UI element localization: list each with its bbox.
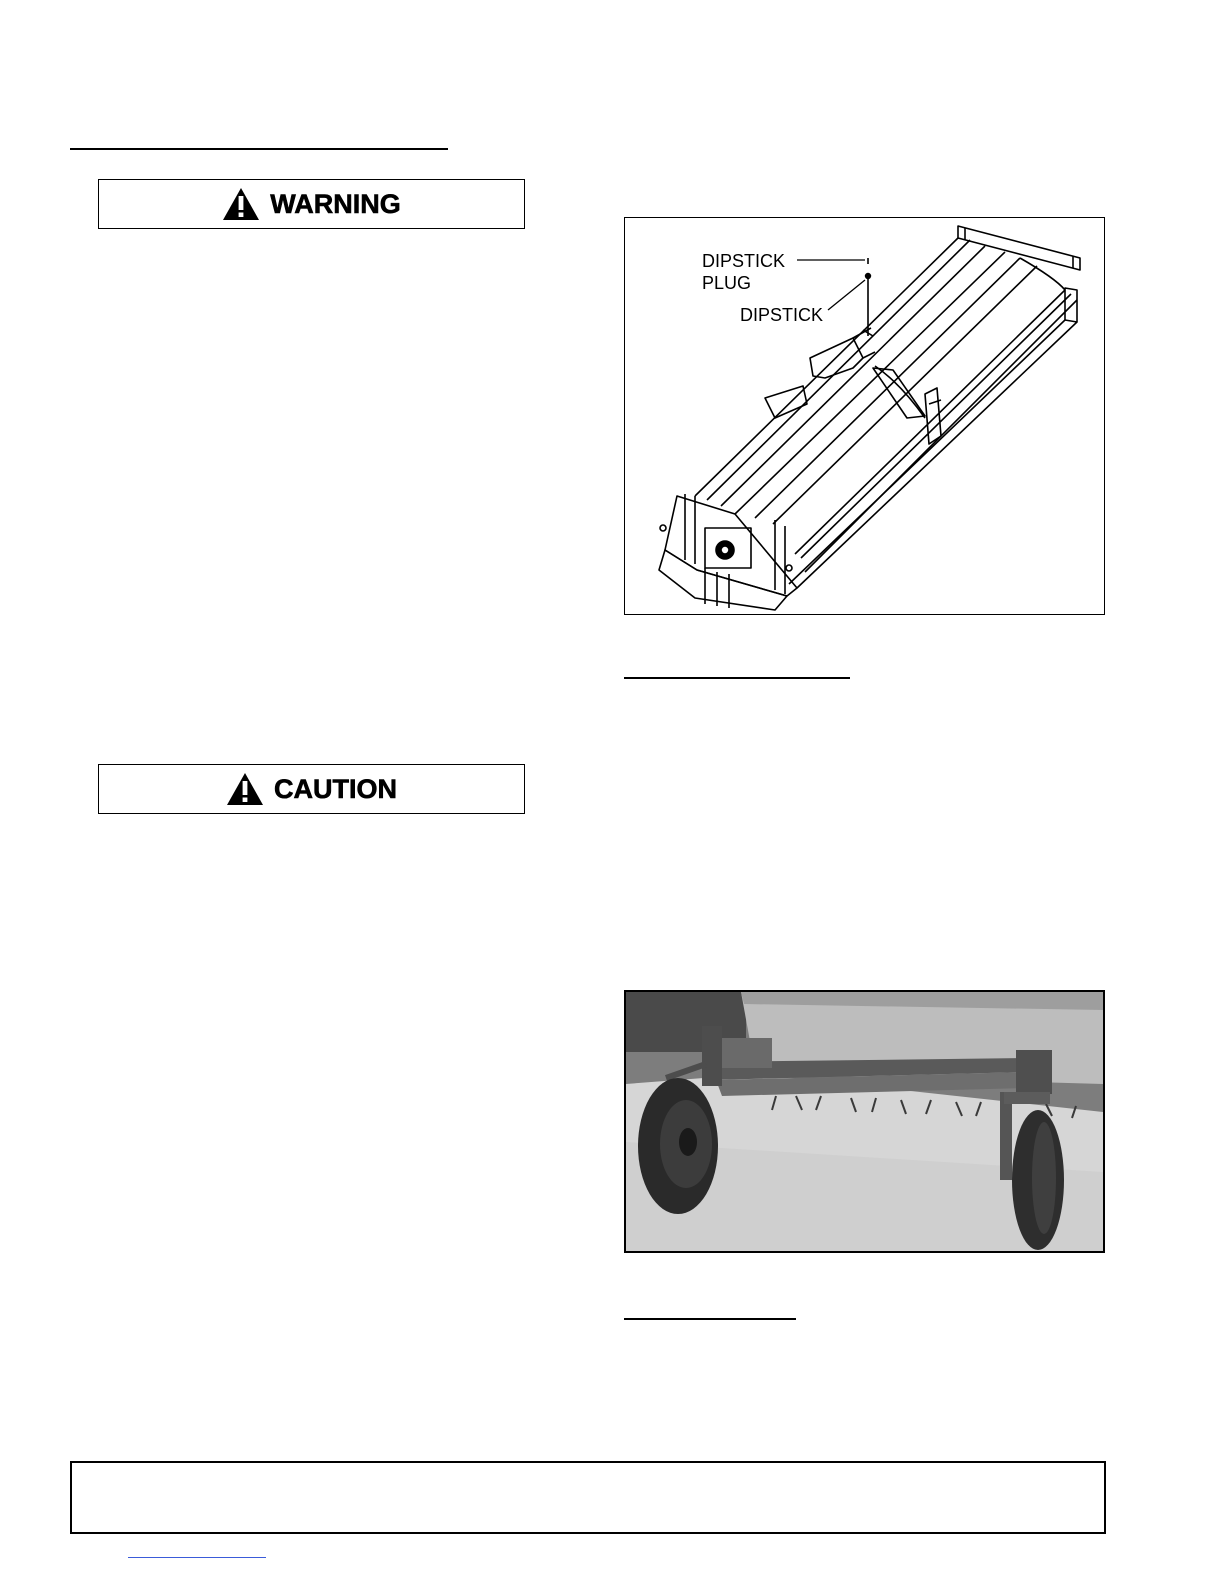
caution-box — [98, 764, 525, 814]
dipstick-plug-label-line2: PLUG — [702, 273, 752, 293]
warning-triangle-icon — [222, 187, 260, 221]
caution-triangle-icon — [226, 772, 264, 806]
dipstick-label: DIPSTICK — [740, 305, 824, 325]
section-heading-rule-left — [70, 148, 448, 150]
footer-link-underline — [128, 1557, 266, 1558]
dipstick-plug-label-line1: DIPSTICK — [702, 251, 786, 271]
section-heading-rule-right-1 — [624, 677, 850, 679]
gauge-wheel-illustration — [626, 992, 1103, 1251]
warning-box — [98, 179, 525, 229]
warning-label: WARNING — [270, 188, 401, 219]
caution-label: CAUTION — [274, 773, 397, 804]
rotor-housing-drawing — [625, 218, 1104, 614]
gauge-wheel-photo — [624, 990, 1105, 1253]
section-heading-rule-right-2 — [624, 1318, 796, 1320]
page-footer-box — [70, 1461, 1106, 1534]
dipstick-figure — [624, 217, 1105, 615]
